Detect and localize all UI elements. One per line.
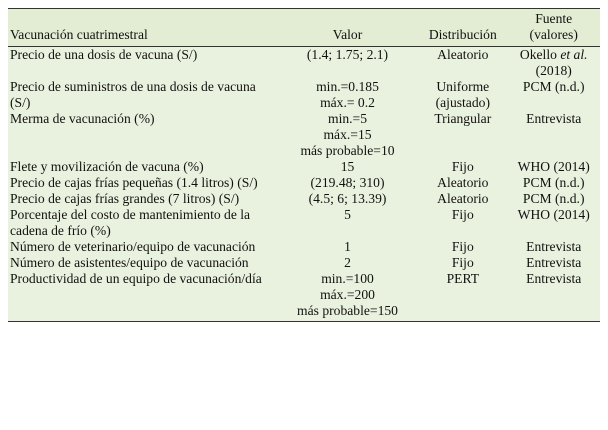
row-value-line: min.=0.185: [316, 79, 379, 94]
row-source-author: Okello: [519, 47, 561, 62]
row-value: [277, 111, 418, 159]
row-value-line: (4.5; 6; 13.39): [308, 191, 387, 206]
row-source-etal: et al.: [560, 47, 588, 62]
row-label: Porcentaje del costo de mantenimiento de la cadena de frío (%): [10, 207, 251, 238]
table-row: [8, 255, 600, 271]
row-distribution: [418, 175, 507, 191]
table-row: [8, 191, 600, 207]
header-valor: Valor: [277, 9, 418, 47]
table-row: [8, 207, 600, 239]
row-value-line: más probable=10: [300, 143, 395, 158]
row-distribution-line: Fijo: [451, 207, 474, 222]
header-fuente-line2: (valores): [529, 27, 578, 42]
row-distribution-line: Fijo: [451, 239, 474, 254]
table-row: [8, 239, 600, 255]
row-distribution: [418, 47, 507, 80]
row-label: Número de asistentes/equipo de vacunación: [10, 255, 249, 270]
row-distribution: [418, 239, 507, 255]
row-value: [277, 191, 418, 207]
row-distribution-line: PERT: [446, 271, 479, 286]
table-row: [8, 271, 600, 322]
row-label: Precio de cajas frías grandes (7 litros) (S/): [10, 191, 240, 206]
row-value-line: (219.48; 310): [310, 175, 385, 190]
row-value-line: min.=5: [328, 111, 368, 126]
row-value-line: 2: [344, 255, 351, 270]
header-fuente: [507, 9, 600, 47]
row-distribution: [418, 207, 507, 239]
row-distribution: [418, 255, 507, 271]
row-value-line: máx.=200: [320, 287, 375, 302]
row-value: [277, 255, 418, 271]
row-label: Número de veterinario/equipo de vacunación: [10, 239, 256, 254]
row-distribution-line: Fijo: [451, 159, 474, 174]
row-value-line: min.=100: [321, 271, 374, 286]
row-distribution-line: Fijo: [451, 255, 474, 270]
row-value: [277, 239, 418, 255]
row-source-year: (2018): [535, 63, 572, 78]
row-value-line: 5: [344, 207, 351, 222]
row-distribution: [418, 159, 507, 175]
row-label: Precio de una dosis de vacuna (S/): [10, 47, 198, 62]
table-row: [8, 47, 600, 80]
row-label: Merma de vacunación (%): [10, 111, 155, 126]
row-source: Entrevista: [507, 271, 600, 322]
row-distribution-line: Aleatorio: [437, 191, 489, 206]
row-source: Entrevista: [526, 239, 582, 254]
table-row: [8, 159, 600, 175]
row-source: PCM (n.d.): [522, 191, 585, 206]
row-value: [277, 175, 418, 191]
table-row: [8, 79, 600, 111]
row-value-line: máx.= 0.2: [320, 95, 375, 110]
row-value: [277, 159, 418, 175]
row-distribution-line: (ajustado): [435, 95, 490, 110]
row-source: Entrevista: [526, 255, 582, 270]
row-distribution: [418, 79, 507, 111]
table-body: [8, 47, 600, 322]
row-value-line: máx.=15: [323, 127, 372, 142]
row-distribution: [418, 191, 507, 207]
row-distribution: [418, 111, 507, 159]
row-source: PCM (n.d.): [522, 175, 585, 190]
row-value: [277, 207, 418, 239]
row-distribution: [418, 271, 507, 322]
header-fuente-line1: Fuente: [535, 11, 573, 26]
row-source: WHO (2014): [517, 207, 590, 222]
row-source: WHO (2014): [517, 159, 590, 174]
row-source: PCM (n.d.): [522, 79, 585, 94]
row-distribution-line: Aleatorio: [437, 175, 489, 190]
row-distribution-line: Aleatorio: [437, 47, 489, 62]
row-value-line: más probable=150: [297, 303, 398, 318]
row-value-line: 15: [340, 159, 355, 174]
row-value: [277, 47, 418, 80]
header-vacunacion: Vacunación cuatrimestral: [8, 9, 277, 47]
header-distribucion: Distribución: [418, 9, 507, 47]
row-distribution-line: Uniforme: [436, 79, 490, 94]
row-label: Precio de cajas frías pequeñas (1.4 litros) (S/): [10, 175, 258, 190]
row-value-line: (1.4; 1.75; 2.1): [306, 47, 389, 62]
table-header-row: [8, 9, 600, 47]
row-source: Entrevista: [526, 111, 582, 126]
parameters-table: [8, 8, 600, 322]
table-row: [8, 175, 600, 191]
row-distribution-line: Triangular: [434, 111, 492, 126]
row-label: Flete y movilización de vacuna (%): [10, 159, 204, 174]
row-label: Productividad de un equipo de vacunación/día: [8, 271, 277, 322]
row-source: [507, 47, 600, 80]
row-label: Precio de suministros de una dosis de vacuna (S/): [10, 79, 256, 110]
row-value: [277, 271, 418, 322]
table-row: [8, 111, 600, 159]
row-value-line: 1: [344, 239, 351, 254]
row-value: [277, 79, 418, 111]
